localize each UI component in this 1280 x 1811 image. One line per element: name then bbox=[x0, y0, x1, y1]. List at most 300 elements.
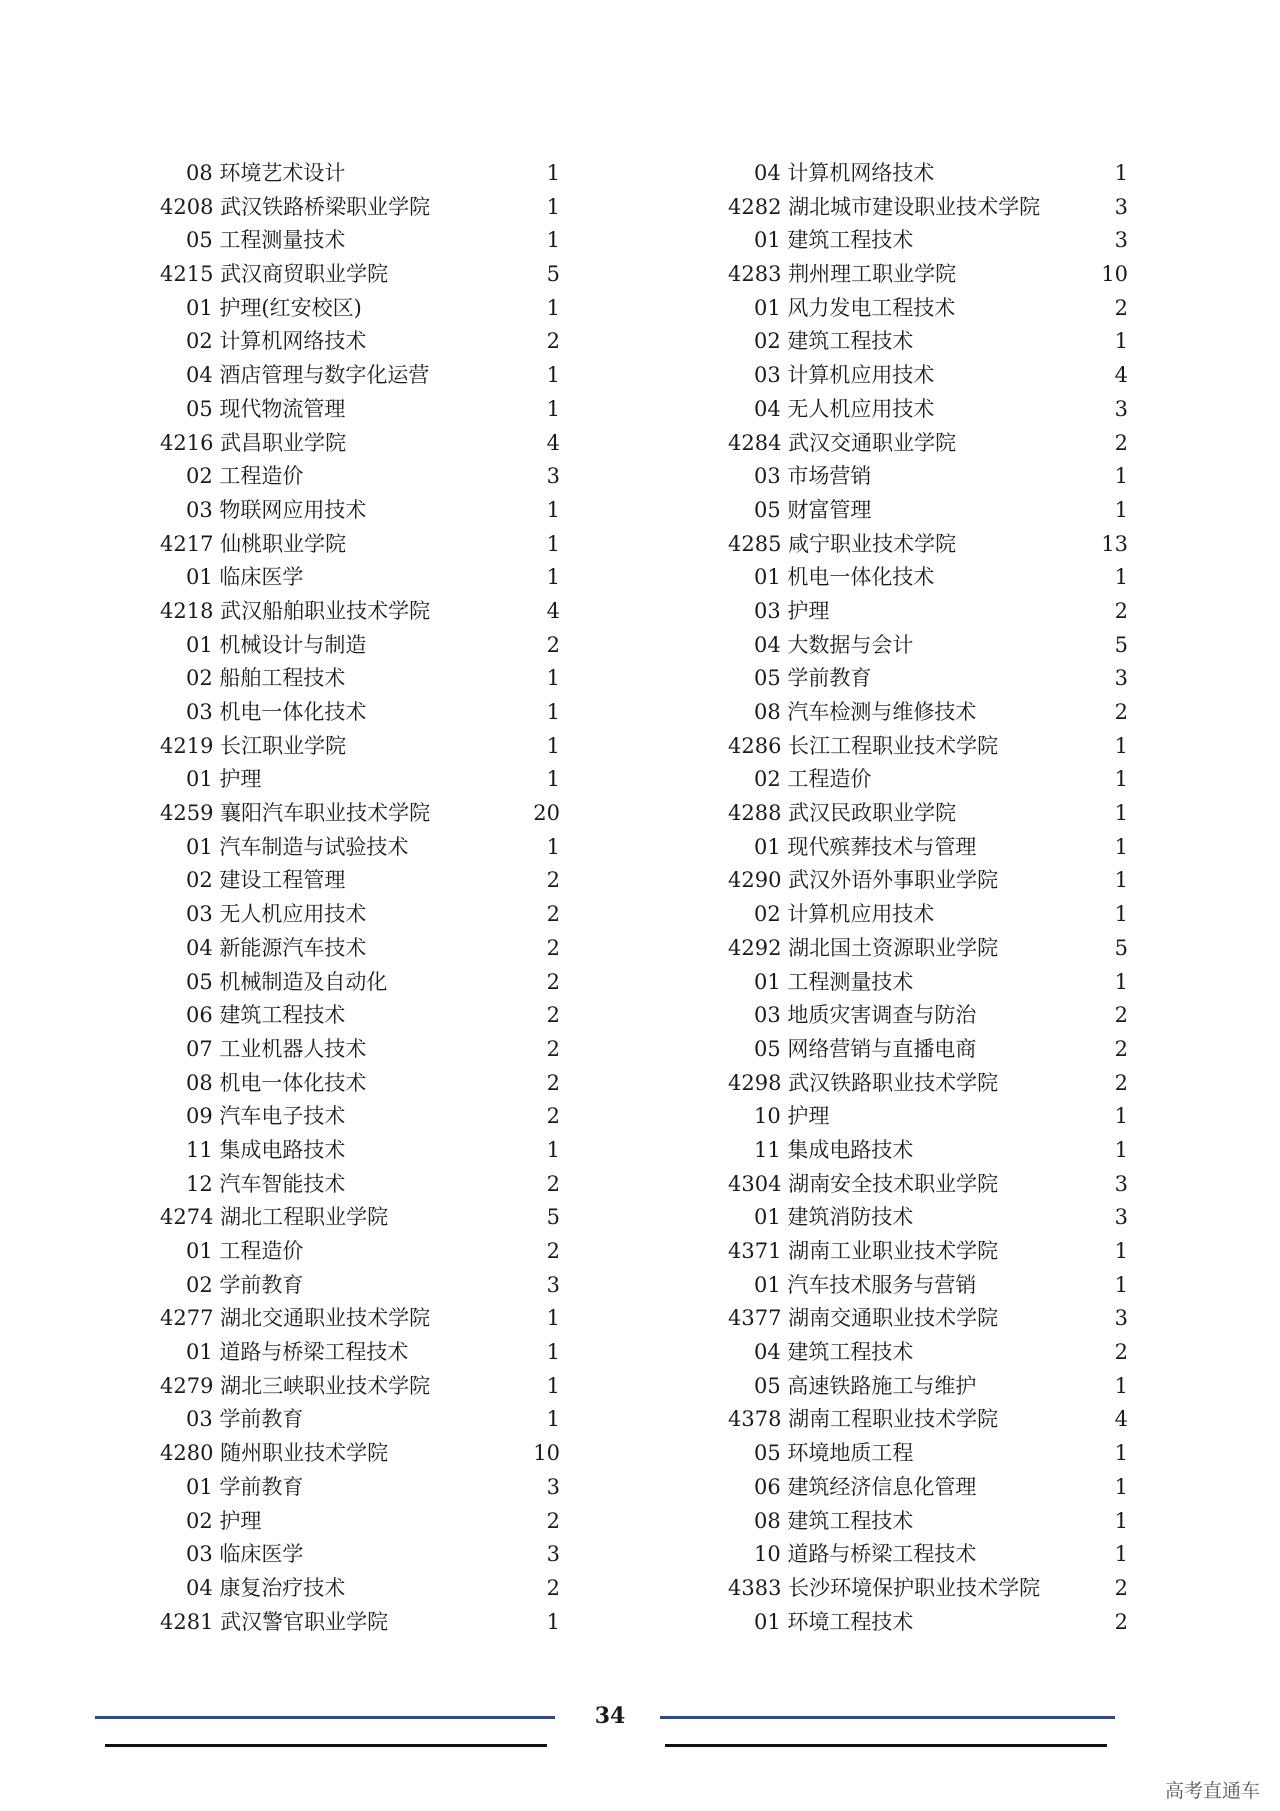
entry-code: 02 bbox=[186, 464, 213, 489]
entry-label bbox=[186, 1235, 303, 1269]
entry-code: 01 bbox=[754, 1609, 781, 1634]
entry-count: 3 bbox=[1114, 1171, 1128, 1196]
entry-code: 4290 bbox=[728, 868, 782, 893]
school-row bbox=[728, 1403, 1128, 1437]
major-row bbox=[728, 831, 1128, 865]
entry-code: 4286 bbox=[728, 733, 782, 758]
entry-code: 03 bbox=[754, 598, 781, 623]
entry-code: 4283 bbox=[728, 262, 782, 287]
entry-count: 1 bbox=[546, 396, 560, 421]
entry-name: 湖北交通职业技术学院 bbox=[220, 1306, 431, 1331]
school-row bbox=[728, 1067, 1128, 1101]
entry-count: 4 bbox=[546, 598, 560, 623]
entry-label bbox=[160, 258, 388, 292]
watermark-text: 高考直通车 bbox=[1164, 1780, 1260, 1802]
entry-label bbox=[186, 1572, 345, 1606]
entry-code: 08 bbox=[754, 700, 781, 724]
major-row bbox=[160, 292, 560, 326]
entry-name: 船舶工程技术 bbox=[219, 666, 346, 691]
entry-count: 3 bbox=[546, 1474, 560, 1499]
school-row bbox=[728, 1572, 1128, 1606]
entry-count: 1 bbox=[1114, 329, 1128, 354]
entry-code: 4282 bbox=[728, 194, 782, 219]
entry-label bbox=[186, 359, 429, 393]
entry-label bbox=[186, 460, 303, 494]
major-row bbox=[160, 1336, 560, 1370]
entry-code: 4217 bbox=[160, 531, 214, 556]
entry-label bbox=[186, 1471, 303, 1505]
entry-label bbox=[186, 966, 387, 1000]
entry-label bbox=[728, 1302, 998, 1336]
entry-code: 01 bbox=[186, 834, 213, 859]
entry-code: 4215 bbox=[160, 262, 214, 287]
entry-label bbox=[160, 528, 346, 562]
entry-count: 10 bbox=[533, 1441, 560, 1466]
entry-name: 学前教育 bbox=[219, 1272, 304, 1297]
major-row bbox=[728, 1100, 1128, 1134]
major-row bbox=[160, 460, 560, 494]
entry-code: 06 bbox=[754, 1474, 781, 1499]
entry-name: 集成电路技术 bbox=[787, 1137, 914, 1162]
entry-name: 湖北城市建设职业技术学院 bbox=[788, 194, 1041, 219]
entry-label bbox=[186, 1033, 366, 1067]
major-row bbox=[728, 1538, 1128, 1572]
footer-rule-blue-left bbox=[95, 1716, 555, 1719]
entry-label bbox=[754, 1471, 976, 1505]
entry-label bbox=[186, 1336, 408, 1370]
entry-name: 湖南工程职业技术学院 bbox=[788, 1407, 999, 1432]
entry-name: 学前教育 bbox=[219, 1407, 304, 1432]
entry-name: 长江工程职业技术学院 bbox=[788, 733, 999, 758]
entry-name: 学前教育 bbox=[219, 1474, 304, 1499]
entry-code: 4216 bbox=[160, 430, 214, 455]
major-row bbox=[728, 629, 1128, 663]
entry-count: 1 bbox=[1114, 1104, 1128, 1129]
entry-count: 1 bbox=[1114, 834, 1128, 859]
major-row bbox=[160, 763, 560, 797]
major-row bbox=[728, 1471, 1128, 1505]
school-row bbox=[160, 797, 560, 831]
entry-label bbox=[186, 292, 362, 326]
school-row bbox=[160, 1302, 560, 1336]
entry-name: 临床医学 bbox=[219, 1542, 304, 1567]
entry-count: 1 bbox=[546, 565, 560, 590]
entry-label bbox=[160, 1302, 430, 1336]
entry-code: 03 bbox=[754, 464, 781, 489]
entry-code: 04 bbox=[186, 935, 213, 960]
entry-count: 1 bbox=[546, 700, 560, 724]
entry-count: 4 bbox=[1114, 1407, 1128, 1432]
entry-code: 05 bbox=[754, 497, 781, 522]
page-number: 34 bbox=[594, 1703, 626, 1729]
entry-name: 建筑消防技术 bbox=[787, 1205, 914, 1230]
entry-label bbox=[160, 730, 346, 764]
entry-count: 2 bbox=[546, 1104, 560, 1129]
entry-code: 02 bbox=[754, 902, 781, 927]
footer-rule-black-left bbox=[105, 1744, 547, 1747]
major-row bbox=[160, 1100, 560, 1134]
entry-count: 2 bbox=[546, 632, 560, 657]
entry-count: 4 bbox=[546, 430, 560, 455]
entry-name: 荆州理工职业学院 bbox=[788, 262, 957, 287]
entry-code: 03 bbox=[754, 1003, 781, 1028]
entry-code: 4259 bbox=[160, 801, 214, 826]
entry-count: 2 bbox=[1114, 1036, 1128, 1061]
entry-label bbox=[160, 1606, 388, 1640]
entry-code: 05 bbox=[186, 969, 213, 994]
entry-code: 4298 bbox=[728, 1070, 782, 1095]
entry-name: 建筑工程技术 bbox=[787, 228, 914, 253]
school-row bbox=[728, 1302, 1128, 1336]
entry-name: 机电一体化技术 bbox=[219, 700, 367, 724]
major-row bbox=[728, 359, 1128, 393]
entry-count: 1 bbox=[1114, 733, 1128, 758]
entry-count: 2 bbox=[546, 1070, 560, 1095]
entry-name: 无人机应用技术 bbox=[219, 902, 367, 927]
major-row bbox=[728, 966, 1128, 1000]
entry-label bbox=[754, 561, 934, 595]
entry-name: 大数据与会计 bbox=[787, 632, 914, 657]
major-row bbox=[160, 1572, 560, 1606]
entry-count: 1 bbox=[546, 1137, 560, 1162]
major-row bbox=[728, 696, 1128, 730]
entry-name: 武汉外语外事职业学院 bbox=[788, 868, 999, 893]
entry-name: 武汉警官职业学院 bbox=[220, 1609, 389, 1634]
entry-code: 4280 bbox=[160, 1441, 214, 1466]
entry-code: 01 bbox=[186, 767, 213, 792]
entry-name: 计算机网络技术 bbox=[219, 329, 367, 354]
entry-code: 01 bbox=[754, 565, 781, 590]
major-row bbox=[728, 1606, 1128, 1640]
entry-count: 2 bbox=[1114, 1003, 1128, 1028]
entry-name: 长江职业学院 bbox=[220, 733, 347, 758]
entry-label bbox=[754, 1033, 976, 1067]
entry-name: 机电一体化技术 bbox=[787, 565, 935, 590]
entry-code: 01 bbox=[754, 1272, 781, 1297]
entry-count: 2 bbox=[1114, 1575, 1128, 1600]
entry-name: 计算机网络技术 bbox=[787, 161, 935, 185]
entry-label bbox=[186, 1538, 303, 1572]
entry-count: 1 bbox=[546, 1609, 560, 1634]
entry-label bbox=[186, 1067, 366, 1101]
entry-label bbox=[754, 460, 871, 494]
entry-count: 1 bbox=[546, 834, 560, 859]
entry-count: 20 bbox=[533, 801, 560, 826]
school-row bbox=[728, 932, 1128, 966]
major-row bbox=[160, 224, 560, 258]
entry-count: 2 bbox=[546, 1239, 560, 1263]
entry-name: 仙桃职业学院 bbox=[220, 531, 347, 556]
school-row bbox=[728, 1235, 1128, 1269]
entry-count: 1 bbox=[1114, 1542, 1128, 1567]
entry-label bbox=[186, 1269, 303, 1303]
entry-name: 护理 bbox=[219, 1508, 262, 1533]
entry-label bbox=[186, 898, 366, 932]
entry-code: 04 bbox=[186, 363, 213, 388]
entry-code: 04 bbox=[754, 161, 781, 185]
major-row bbox=[728, 325, 1128, 359]
entry-label bbox=[728, 258, 956, 292]
entry-label bbox=[728, 528, 956, 562]
entry-name: 汽车电子技术 bbox=[219, 1104, 346, 1129]
entry-name: 湖北工程职业学院 bbox=[220, 1205, 389, 1230]
school-row bbox=[728, 528, 1128, 562]
major-row bbox=[728, 494, 1128, 528]
entry-name: 武汉商贸职业学院 bbox=[220, 262, 389, 287]
entry-count: 2 bbox=[1114, 1609, 1128, 1634]
major-row bbox=[728, 1269, 1128, 1303]
entry-code: 04 bbox=[754, 396, 781, 421]
entry-count: 13 bbox=[1101, 531, 1128, 556]
entry-name: 临床医学 bbox=[219, 565, 304, 590]
entry-label bbox=[160, 1201, 388, 1235]
entry-name: 现代物流管理 bbox=[219, 396, 346, 421]
entry-code: 02 bbox=[754, 767, 781, 792]
entry-name: 武汉交通职业学院 bbox=[788, 430, 957, 455]
major-row bbox=[728, 595, 1128, 629]
entry-name: 网络营销与直播电商 bbox=[787, 1036, 977, 1061]
entry-name: 长沙环境保护职业技术学院 bbox=[788, 1575, 1041, 1600]
entry-label bbox=[754, 1201, 913, 1235]
entry-code: 03 bbox=[754, 363, 781, 388]
entry-label bbox=[160, 797, 430, 831]
school-row bbox=[160, 1370, 560, 1404]
major-row bbox=[728, 157, 1128, 191]
entry-code: 11 bbox=[186, 1137, 213, 1162]
major-row bbox=[160, 157, 560, 191]
entry-count: 1 bbox=[546, 1340, 560, 1365]
entry-name: 建筑工程技术 bbox=[787, 1508, 914, 1533]
entry-code: 4288 bbox=[728, 801, 782, 826]
entry-label bbox=[754, 393, 934, 427]
entry-count: 1 bbox=[546, 161, 560, 185]
entry-count: 2 bbox=[546, 902, 560, 927]
entry-code: 08 bbox=[754, 1508, 781, 1533]
entry-label bbox=[754, 1538, 976, 1572]
right-column bbox=[728, 157, 1128, 1639]
entry-name: 康复治疗技术 bbox=[219, 1575, 346, 1600]
school-row bbox=[160, 595, 560, 629]
entry-code: 4274 bbox=[160, 1205, 214, 1230]
major-row bbox=[728, 393, 1128, 427]
entry-code: 02 bbox=[186, 868, 213, 893]
entry-name: 风力发电工程技术 bbox=[787, 295, 956, 320]
entry-name: 武汉铁路桥梁职业学院 bbox=[220, 194, 431, 219]
major-row bbox=[728, 898, 1128, 932]
major-row bbox=[160, 831, 560, 865]
entry-label bbox=[754, 629, 913, 663]
entry-count: 5 bbox=[1114, 632, 1128, 657]
entry-name: 计算机应用技术 bbox=[787, 902, 935, 927]
entry-label bbox=[754, 1269, 976, 1303]
entry-count: 1 bbox=[1114, 1137, 1128, 1162]
entry-name: 湖南交通职业技术学院 bbox=[788, 1306, 999, 1331]
entry-count: 2 bbox=[1114, 1070, 1128, 1095]
entry-count: 1 bbox=[1114, 767, 1128, 792]
entry-label bbox=[728, 1235, 998, 1269]
major-row bbox=[160, 561, 560, 595]
entry-count: 3 bbox=[546, 1542, 560, 1567]
entry-name: 汽车智能技术 bbox=[219, 1171, 346, 1196]
entry-name: 护理 bbox=[787, 1104, 830, 1129]
entry-code: 03 bbox=[186, 1407, 213, 1432]
entry-count: 3 bbox=[1114, 1306, 1128, 1331]
entry-name: 湖南安全技术职业学院 bbox=[788, 1171, 999, 1196]
entry-count: 1 bbox=[1114, 1508, 1128, 1533]
entry-code: 02 bbox=[754, 329, 781, 354]
footer-rule-black-right bbox=[665, 1744, 1107, 1747]
entry-count: 2 bbox=[1114, 295, 1128, 320]
entry-name: 工程测量技术 bbox=[787, 969, 914, 994]
entry-label bbox=[754, 763, 871, 797]
entry-code: 4285 bbox=[728, 531, 782, 556]
entry-count: 5 bbox=[546, 262, 560, 287]
entry-name: 汽车检测与维修技术 bbox=[787, 700, 977, 724]
entry-label bbox=[754, 1100, 829, 1134]
major-row bbox=[160, 696, 560, 730]
entry-name: 环境艺术设计 bbox=[219, 161, 346, 185]
entry-label bbox=[754, 1505, 913, 1539]
entry-name: 湖北三峡职业技术学院 bbox=[220, 1373, 431, 1398]
entry-label bbox=[754, 1134, 913, 1168]
entry-count: 2 bbox=[1114, 1340, 1128, 1365]
major-row bbox=[160, 1067, 560, 1101]
entry-count: 5 bbox=[1114, 935, 1128, 960]
entry-name: 建筑工程技术 bbox=[219, 1003, 346, 1028]
entry-count: 1 bbox=[546, 666, 560, 691]
major-row bbox=[160, 1235, 560, 1269]
entry-name: 无人机应用技术 bbox=[787, 396, 935, 421]
entry-name: 建筑工程技术 bbox=[787, 1340, 914, 1365]
entry-label bbox=[754, 1370, 976, 1404]
entry-code: 4277 bbox=[160, 1306, 214, 1331]
major-row bbox=[160, 1033, 560, 1067]
entry-name: 物联网应用技术 bbox=[219, 497, 367, 522]
entry-label bbox=[186, 999, 345, 1033]
entry-name: 计算机应用技术 bbox=[787, 363, 935, 388]
entry-code: 4378 bbox=[728, 1407, 782, 1432]
entry-code: 10 bbox=[754, 1542, 781, 1567]
entry-code: 02 bbox=[186, 1272, 213, 1297]
major-row bbox=[160, 629, 560, 663]
entry-code: 05 bbox=[754, 1441, 781, 1466]
entry-name: 酒店管理与数字化运营 bbox=[219, 363, 430, 388]
major-row bbox=[160, 662, 560, 696]
entry-name: 建筑工程技术 bbox=[787, 329, 914, 354]
major-row bbox=[160, 999, 560, 1033]
major-row bbox=[160, 864, 560, 898]
entry-count: 1 bbox=[1114, 1373, 1128, 1398]
major-row bbox=[728, 662, 1128, 696]
entry-count: 1 bbox=[1114, 464, 1128, 489]
entry-count: 1 bbox=[1114, 565, 1128, 590]
entry-label bbox=[754, 224, 913, 258]
entry-label bbox=[186, 864, 345, 898]
school-row bbox=[160, 528, 560, 562]
entry-code: 05 bbox=[754, 1373, 781, 1398]
school-row bbox=[160, 191, 560, 225]
entry-code: 03 bbox=[186, 902, 213, 927]
entry-label bbox=[754, 966, 913, 1000]
entry-label bbox=[754, 999, 976, 1033]
entry-name: 市场营销 bbox=[787, 464, 872, 489]
entry-count: 2 bbox=[1114, 700, 1128, 724]
entry-code: 4292 bbox=[728, 935, 782, 960]
entry-code: 01 bbox=[754, 228, 781, 253]
school-row bbox=[160, 258, 560, 292]
entry-code: 4377 bbox=[728, 1306, 782, 1331]
major-row bbox=[728, 292, 1128, 326]
major-row bbox=[728, 561, 1128, 595]
entry-label bbox=[728, 1572, 1040, 1606]
major-row bbox=[728, 1336, 1128, 1370]
major-row bbox=[160, 1403, 560, 1437]
entry-count: 1 bbox=[546, 531, 560, 556]
entry-count: 1 bbox=[546, 733, 560, 758]
entry-label bbox=[754, 292, 955, 326]
entry-code: 07 bbox=[186, 1036, 213, 1061]
major-row bbox=[728, 999, 1128, 1033]
entry-label bbox=[186, 1403, 303, 1437]
entry-count: 1 bbox=[1114, 497, 1128, 522]
entry-label bbox=[186, 1505, 261, 1539]
entry-label bbox=[160, 427, 346, 461]
major-row bbox=[728, 460, 1128, 494]
entry-code: 4371 bbox=[728, 1239, 782, 1263]
entry-label bbox=[186, 763, 261, 797]
entry-code: 4284 bbox=[728, 430, 782, 455]
major-row bbox=[160, 1269, 560, 1303]
entry-label bbox=[754, 595, 829, 629]
school-row bbox=[728, 427, 1128, 461]
entry-name: 道路与桥梁工程技术 bbox=[219, 1340, 409, 1365]
entry-label bbox=[186, 1134, 345, 1168]
entry-count: 1 bbox=[546, 1306, 560, 1331]
major-row bbox=[160, 325, 560, 359]
major-row bbox=[160, 359, 560, 393]
entry-label bbox=[186, 157, 345, 191]
entry-label bbox=[754, 157, 934, 191]
entry-count: 1 bbox=[1114, 868, 1128, 893]
entry-name: 建设工程管理 bbox=[219, 868, 346, 893]
entry-name: 咸宁职业技术学院 bbox=[788, 531, 957, 556]
entry-label bbox=[754, 898, 934, 932]
major-row bbox=[728, 224, 1128, 258]
school-row bbox=[160, 730, 560, 764]
entry-count: 1 bbox=[546, 497, 560, 522]
entry-code: 05 bbox=[186, 228, 213, 253]
entry-count: 1 bbox=[546, 1407, 560, 1432]
entry-label bbox=[754, 1606, 913, 1640]
entry-count: 2 bbox=[1114, 598, 1128, 623]
major-row bbox=[160, 1168, 560, 1202]
entry-label bbox=[728, 932, 998, 966]
entry-count: 3 bbox=[1114, 228, 1128, 253]
entry-label bbox=[754, 831, 976, 865]
entry-label bbox=[754, 494, 871, 528]
entry-name: 湖北国土资源职业学院 bbox=[788, 935, 999, 960]
entry-code: 08 bbox=[186, 161, 213, 185]
entry-code: 02 bbox=[186, 1508, 213, 1533]
entry-code: 4281 bbox=[160, 1609, 214, 1634]
entry-label bbox=[728, 730, 998, 764]
school-row bbox=[728, 864, 1128, 898]
major-row bbox=[728, 763, 1128, 797]
entry-name: 工业机器人技术 bbox=[219, 1036, 367, 1061]
entry-name: 高速铁路施工与维护 bbox=[787, 1373, 977, 1398]
entry-code: 05 bbox=[754, 666, 781, 691]
entry-name: 学前教育 bbox=[787, 666, 872, 691]
